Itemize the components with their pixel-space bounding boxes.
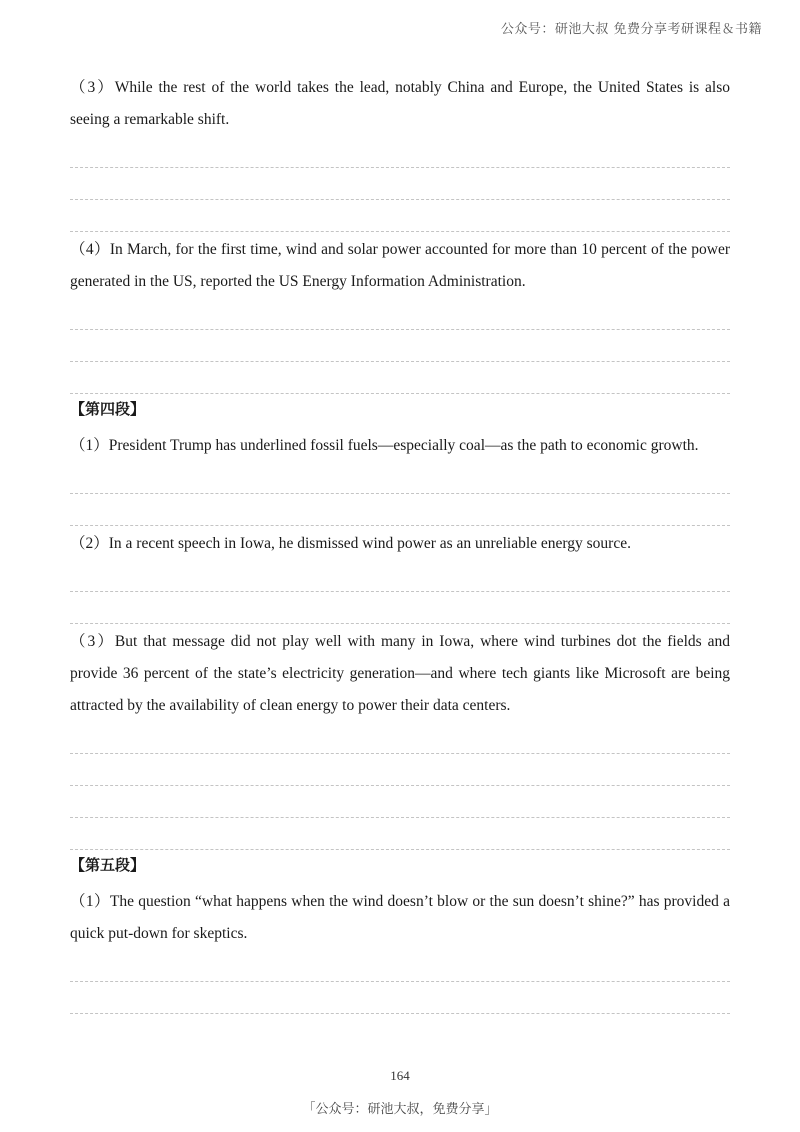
section-heading-paragraph-4: 【第四段】 xyxy=(70,400,146,418)
exercise-item xyxy=(70,624,730,850)
answer-line[interactable] xyxy=(70,786,730,818)
answer-line[interactable] xyxy=(70,168,730,200)
answer-line[interactable] xyxy=(70,982,730,1014)
answer-line[interactable] xyxy=(70,330,730,362)
answer-line[interactable] xyxy=(70,818,730,850)
answer-line[interactable] xyxy=(70,950,730,982)
answer-line[interactable] xyxy=(70,754,730,786)
exercise-sentence: （3）While the rest of the world takes the lead, notably China and Europe, the United States is also seeing a remarkable shift. xyxy=(70,79,730,128)
answer-line[interactable] xyxy=(70,722,730,754)
exercise-item xyxy=(70,526,730,624)
section-heading-paragraph-5: 【第五段】 xyxy=(70,856,146,874)
exercise-sentence: （4）In March, for the first time, wind and solar power accounted for more than 10 percent of the power generated in the US, reported the US Energy Information Administration. xyxy=(70,241,730,290)
exercise-item xyxy=(70,232,730,394)
header-watermark-note: 公众号：研池大叔 免费分享考研课程＆书籍 xyxy=(500,22,762,37)
answer-line[interactable] xyxy=(70,592,730,624)
answer-line[interactable] xyxy=(70,136,730,168)
answer-line[interactable] xyxy=(70,560,730,592)
answer-line[interactable] xyxy=(70,494,730,526)
exercise-item xyxy=(70,884,730,1014)
answer-line[interactable] xyxy=(70,462,730,494)
exercise-sentence: （1）The question “what happens when the wind doesn’t blow or the sun doesn’t shine?” has provided a quick put-down for skeptics. xyxy=(70,893,730,942)
exercise-sentence: （3）But that message did not play well with many in Iowa, where wind turbines dot the fields and provide 36 percent of the state’s electricity generation—and where tech giants like Microsoft are being attracted by the availability of clean energy to power their data centers. xyxy=(70,633,730,714)
answer-line[interactable] xyxy=(70,298,730,330)
answer-line[interactable] xyxy=(70,200,730,232)
exercise-item xyxy=(70,70,730,232)
page-number: 164 xyxy=(390,1068,410,1083)
exercise-sentence: （2）In a recent speech in Iowa, he dismissed wind power as an unreliable energy source. xyxy=(70,535,631,552)
exercise-item xyxy=(70,428,730,526)
worksheet-content xyxy=(70,70,730,1014)
exercise-sentence: （1）President Trump has underlined fossil fuels—especially coal—as the path to economic growth. xyxy=(70,437,699,454)
footer-watermark-note: 「公众号：研池大叔，免费分享」 xyxy=(302,1102,498,1117)
answer-line[interactable] xyxy=(70,362,730,394)
